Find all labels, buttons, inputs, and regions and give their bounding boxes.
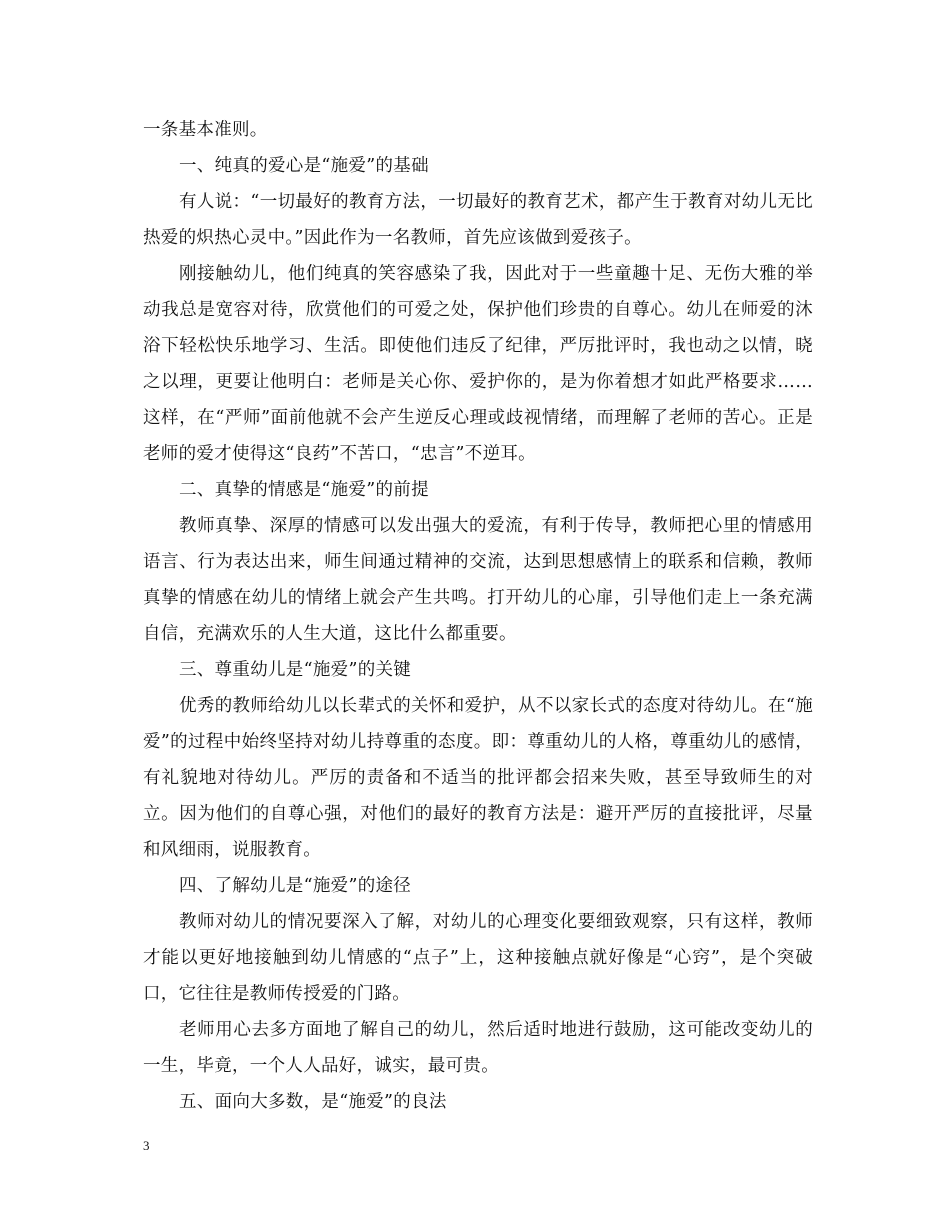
paragraph: 刚接触幼儿，他们纯真的笑容感染了我，因此对于一些童趣十足、无伤大雅的举动我总是宽容对待，欣赏他们的可爱之处，保护他们珍贵的自尊心。幼儿在师爱的沐浴下轻松快乐地学习、生活。即使他们违反了纪律，严厉批评时，我也动之以情，晓之以理，更要让他明白：老师是关心你、爱护你的，是为你着想才如此严格要求……这样，在“严师”面前他就不会产生逆反心理或歧视情绪，而理解了老师的苦心。正是老师的爱才使得这“良药”不苦口，“忠言”不逆耳。 — [143, 264, 813, 464]
section-heading-3: 三、尊重幼儿是“施爱”的关键 — [179, 660, 412, 680]
page-number: 3 — [143, 1138, 150, 1153]
paragraph: 优秀的教师给幼儿以长辈式的关怀和爱护，从不以家长式的态度对待幼儿。在“施爱”的过程中始终坚持对幼儿持尊重的态度。即：尊重幼儿的人格，尊重幼儿的感情，有礼貌地对待幼儿。严厉的责备和不适当的批评都会招来失败，甚至导致师生的对立。因为他们的自尊心强，对他们的最好的教育方法是：避开严厉的直接批评，尽量和风细雨，说服教育。 — [143, 696, 813, 860]
paragraph: 教师对幼儿的情况要深入了解，对幼儿的心理变化要细致观察，只有这样，教师才能以更好地接触到幼儿情感的“点子”上，这种接触点就好像是“心窍”，是个突破口，它往往是教师传授爱的门路。 — [143, 912, 813, 1004]
section-heading-5: 五、面向大多数，是“施爱”的良法 — [179, 1092, 447, 1112]
paragraph: 老师用心去多方面地了解自己的幼儿，然后适时地进行鼓励，这可能改变幼儿的一生，毕竟，一个人人品好，诚实，最可贵。 — [143, 1020, 813, 1076]
document-body — [143, 112, 813, 1120]
section-heading-1: 一、纯真的爱心是“施爱”的基础 — [179, 156, 429, 176]
paragraph: 有人说：“一切最好的教育方法，一切最好的教育艺术，都产生于教育对幼儿无比热爱的炽热心灵中。”因此作为一名教师，首先应该做到爱孩子。 — [143, 192, 813, 248]
section-heading-4: 四、了解幼儿是“施爱”的途径 — [179, 876, 412, 896]
paragraph: 教师真挚、深厚的情感可以发出强大的爱流，有利于传导，教师把心里的情感用语言、行为表达出来，师生间通过精神的交流，达到思想感情上的联系和信赖，教师真挚的情感在幼儿的情绪上就会产生共鸣。打开幼儿的心扉，引导他们走上一条充满自信，充满欢乐的人生大道，这比什么都重要。 — [143, 516, 813, 644]
section-heading-2: 二、真挚的情感是“施爱”的前提 — [179, 480, 429, 500]
paragraph-continuation: 一条基本准则。 — [143, 120, 268, 140]
